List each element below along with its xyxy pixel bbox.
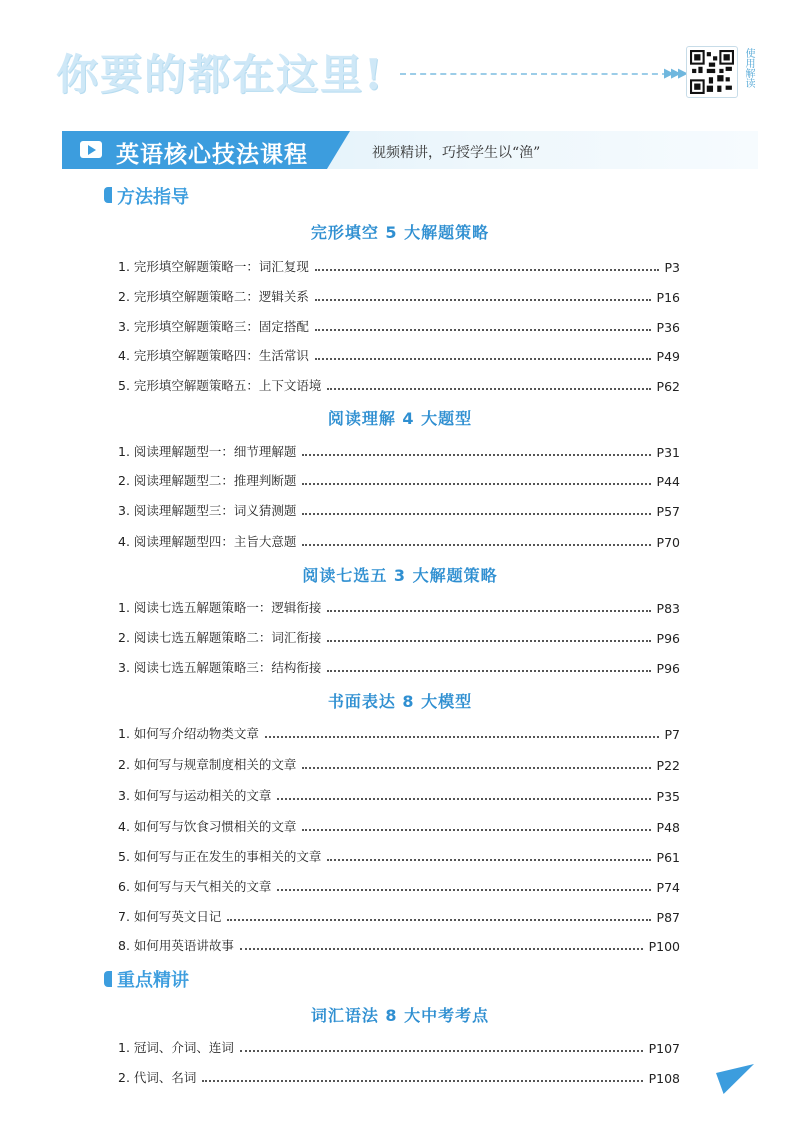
toc-row-text: 4. 如何写与饮食习惯相关的文章 — [118, 819, 297, 834]
leader-dots — [315, 269, 659, 271]
toc-row-text: 4. 阅读理解题型四：主旨大意题 — [118, 534, 297, 549]
toc-row[interactable] — [118, 815, 680, 835]
toc-row[interactable] — [118, 1036, 680, 1056]
leader-dots — [240, 948, 643, 950]
toc-row-text: 3. 如何写与运动相关的文章 — [118, 788, 272, 803]
toc-row-page: P7 — [664, 727, 680, 742]
group-title: 词汇语法 8 大中考考点 — [310, 1006, 490, 1025]
section-label: 方法指导 — [117, 187, 189, 208]
toc-row[interactable] — [118, 530, 680, 550]
leader-dots — [302, 513, 650, 515]
section-marker-icon — [104, 187, 112, 203]
toc-row[interactable] — [118, 875, 680, 895]
qr-code-icon[interactable] — [686, 46, 738, 98]
leader-dots — [327, 640, 650, 642]
qr-caption: 使用解读 — [743, 48, 754, 88]
toc-row[interactable] — [118, 596, 680, 616]
toc-row-page: P87 — [656, 910, 680, 925]
page-corner-arrow-icon — [716, 1064, 754, 1094]
toc-row-text: 1. 冠词、介词、连词 — [118, 1040, 234, 1055]
leader-dots — [277, 798, 650, 800]
video-play-icon — [80, 141, 102, 158]
toc-row-page: P44 — [656, 474, 680, 489]
leader-dots — [327, 388, 650, 390]
toc-row-page: P83 — [656, 601, 680, 616]
leader-dots — [302, 829, 650, 831]
toc-row[interactable] — [118, 845, 680, 865]
toc-row[interactable] — [118, 1066, 680, 1086]
toc-row-page: P35 — [656, 789, 680, 804]
toc-row-text: 3. 完形填空解题策略三：固定搭配 — [118, 319, 309, 334]
toc-row-text: 2. 阅读理解题型二：推理判断题 — [118, 473, 297, 488]
leader-dots — [302, 454, 650, 456]
leader-dots — [202, 1080, 642, 1082]
toc-row-text: 2. 代词、名词 — [118, 1070, 197, 1085]
leader-dots — [302, 767, 650, 769]
toc-row-page: P48 — [656, 820, 680, 835]
toc-row-page: P70 — [656, 535, 680, 550]
toc-row[interactable] — [118, 344, 680, 364]
toc-row-text: 6. 如何写与天气相关的文章 — [118, 879, 272, 894]
toc-row-page: P62 — [656, 379, 680, 394]
leader-dots — [327, 670, 650, 672]
leader-dots — [227, 919, 650, 921]
toc-row-page: P74 — [656, 880, 680, 895]
toc-row[interactable] — [118, 656, 680, 676]
toc-row-page: P96 — [656, 661, 680, 676]
toc-row[interactable] — [118, 469, 680, 489]
toc-row-page: P108 — [648, 1071, 680, 1086]
toc-row-text: 8. 如何用英语讲故事 — [118, 938, 234, 953]
toc-row-page: P3 — [664, 260, 680, 275]
arrow-right-icon: ▶▶▶ — [664, 66, 685, 81]
leader-dots — [302, 544, 650, 546]
hero-title: 你要的都在这里! — [56, 50, 385, 99]
qr-code-graphic — [690, 50, 734, 94]
toc-row[interactable] — [118, 374, 680, 394]
group-title: 书面表达 8 大模型 — [327, 692, 473, 711]
toc-row-text: 4. 完形填空解题策略四：生活常识 — [118, 348, 309, 363]
section-marker-icon — [104, 971, 112, 987]
toc-row[interactable] — [118, 626, 680, 646]
toc-row-text: 1. 如何写介绍动物类文章 — [118, 726, 259, 741]
leader-dots — [277, 889, 650, 891]
toc-row[interactable] — [118, 499, 680, 519]
toc-row-page: P57 — [656, 504, 680, 519]
leader-dots — [327, 859, 650, 861]
toc-row-page: P22 — [656, 758, 680, 773]
banner-subtitle: 视频精讲，巧授学生以“渔” — [372, 145, 541, 161]
group-title: 完形填空 5 大解题策略 — [310, 223, 490, 242]
toc-row-text: 1. 阅读七选五解题策略一：逻辑衔接 — [118, 600, 322, 615]
toc-row[interactable] — [118, 784, 680, 804]
banner-title: 英语核心技法课程 — [116, 142, 308, 168]
leader-dots — [240, 1050, 643, 1052]
toc-row-page: P100 — [648, 939, 680, 954]
toc-row-text: 7. 如何写英文日记 — [118, 909, 222, 924]
toc-row-text: 3. 阅读理解题型三：词义猜测题 — [118, 503, 297, 518]
toc-row[interactable] — [118, 905, 680, 925]
leader-dots — [327, 610, 650, 612]
section-label: 重点精讲 — [117, 970, 189, 991]
toc-row-text: 1. 完形填空解题策略一：词汇复现 — [118, 259, 309, 274]
toc-row-text: 2. 完形填空解题策略二：逻辑关系 — [118, 289, 309, 304]
leader-dots — [265, 736, 659, 738]
toc-row-page: P96 — [656, 631, 680, 646]
hero-dashed-line — [400, 73, 668, 75]
toc-row[interactable] — [118, 934, 680, 954]
toc-row-page: P31 — [656, 445, 680, 460]
toc-row[interactable] — [118, 440, 680, 460]
toc-row-text: 2. 阅读七选五解题策略二：词汇衔接 — [118, 630, 322, 645]
toc-row-text: 1. 阅读理解题型一：细节理解题 — [118, 444, 297, 459]
toc-row-text: 5. 如何写与正在发生的事相关的文章 — [118, 849, 322, 864]
toc-row[interactable] — [118, 315, 680, 335]
toc-row-text: 3. 阅读七选五解题策略三：结构衔接 — [118, 660, 322, 675]
group-title: 阅读理解 4 大题型 — [327, 409, 473, 428]
toc-row-page: P49 — [656, 349, 680, 364]
group-title: 阅读七选五 3 大解题策略 — [302, 566, 498, 585]
leader-dots — [315, 299, 651, 301]
leader-dots — [302, 483, 650, 485]
toc-row[interactable] — [118, 753, 680, 773]
toc-row-page: P107 — [648, 1041, 680, 1056]
toc-row[interactable] — [118, 285, 680, 305]
toc-row-page: P61 — [656, 850, 680, 865]
toc-row[interactable] — [118, 722, 680, 742]
toc-row-page: P36 — [656, 320, 680, 335]
leader-dots — [315, 358, 651, 360]
toc-row-page: P16 — [656, 290, 680, 305]
toc-row-text: 5. 完形填空解题策略五：上下文语境 — [118, 378, 322, 393]
toc-row[interactable] — [118, 255, 680, 275]
toc-row-text: 2. 如何写与规章制度相关的文章 — [118, 757, 297, 772]
leader-dots — [315, 329, 651, 331]
